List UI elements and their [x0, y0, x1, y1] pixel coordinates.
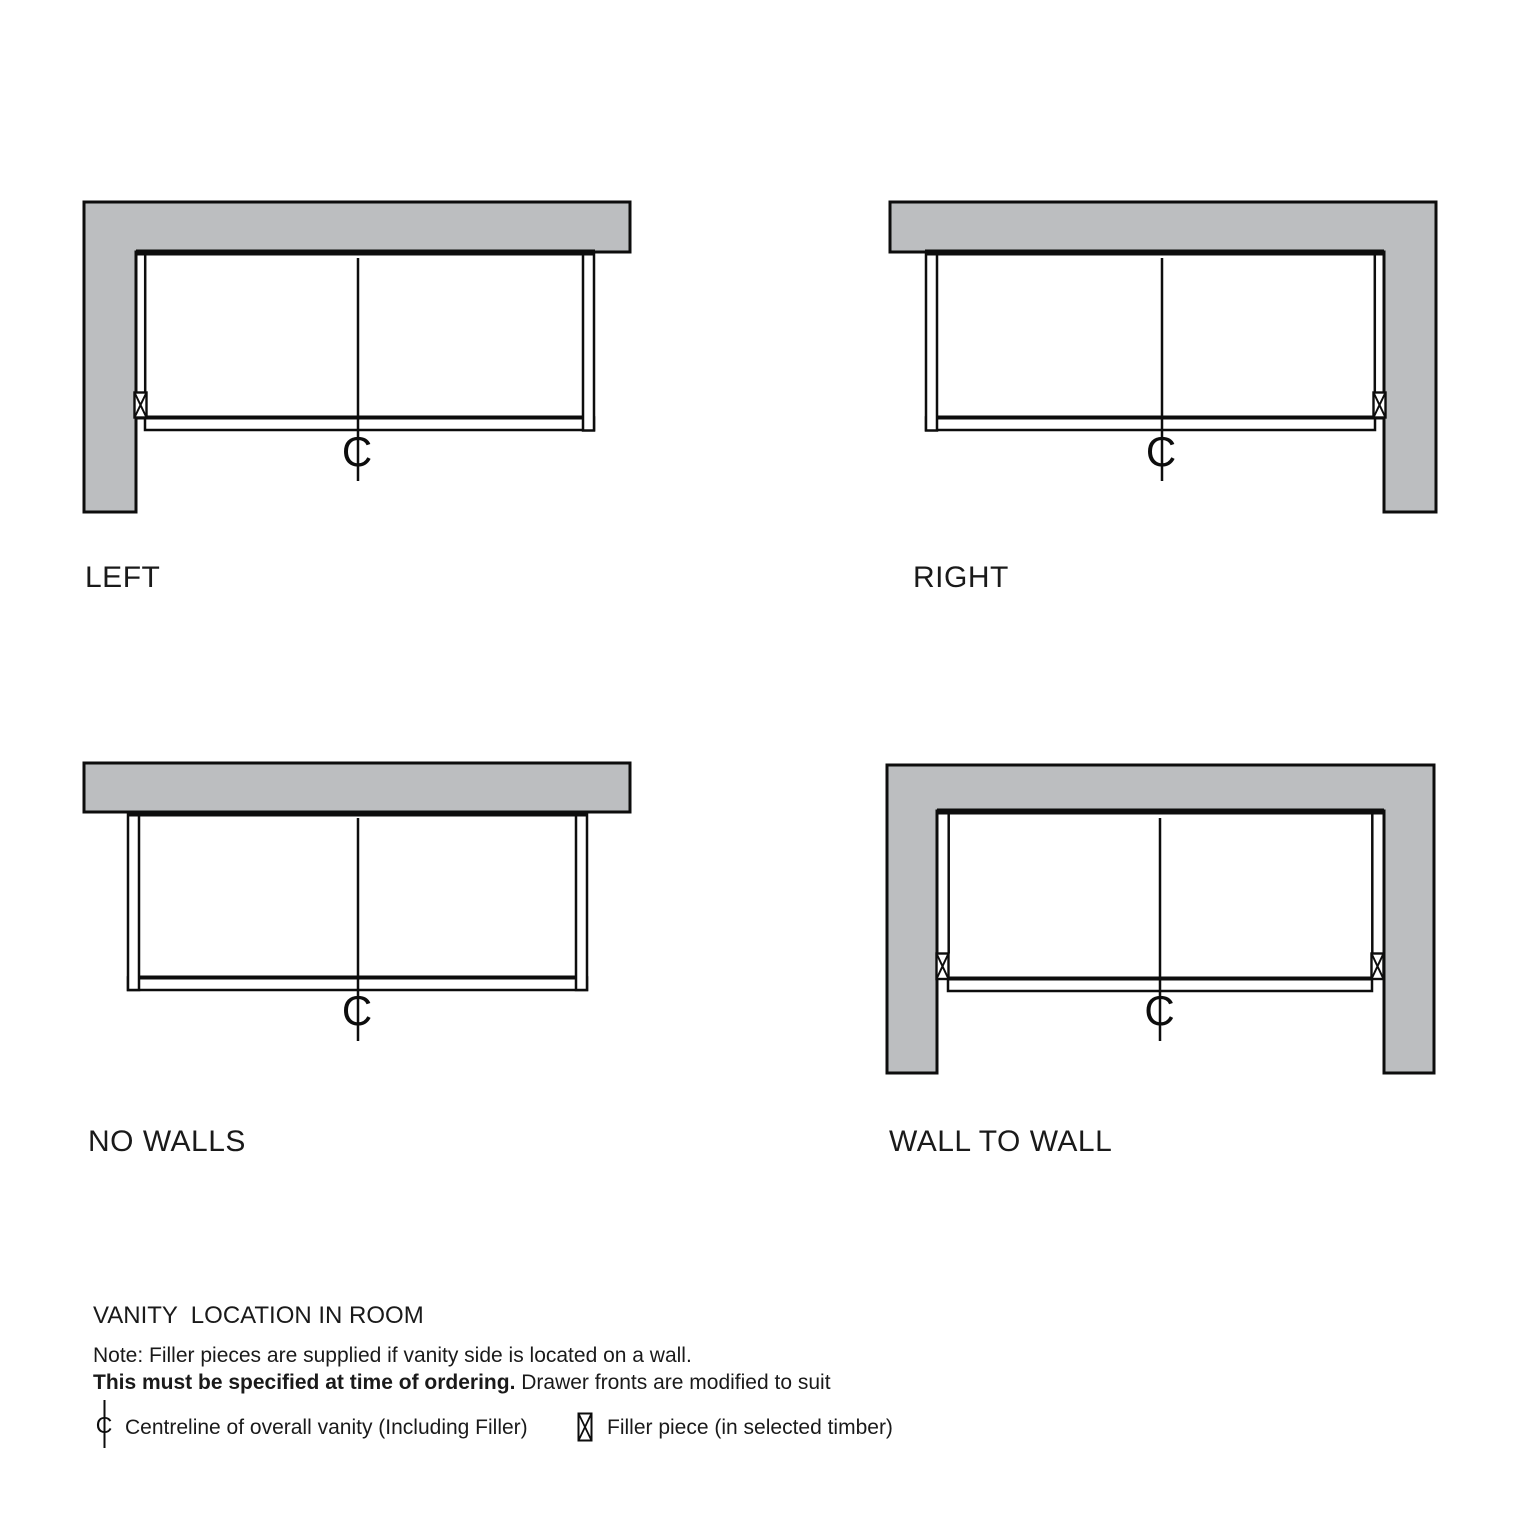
end-panel-right [576, 813, 587, 990]
filler-piece-icon [1374, 393, 1386, 418]
centerline-symbol: C [95, 1412, 113, 1438]
note-line-1: Note: Filler pieces are supplied if vanity side is located on a wall. [93, 1344, 692, 1367]
filler-piece-icon-right [1372, 954, 1384, 980]
vanity-back-line [925, 250, 1384, 256]
centerline-symbol: C [341, 428, 373, 475]
centerline-legend-icon [93, 1400, 115, 1448]
centerline-symbol: C [1145, 428, 1177, 475]
note-line-2-bold: This must be specified at time of ordering. [93, 1371, 516, 1394]
filler-legend-icon [577, 1412, 593, 1442]
end-panel-right [583, 253, 594, 431]
section-title: VANITY LOCATION IN ROOM [93, 1302, 424, 1329]
vanity-back-line [128, 811, 587, 817]
end-panel-left [128, 813, 139, 990]
label-wall-to-wall: WALL TO WALL [889, 1125, 1113, 1158]
label-right: RIGHT [913, 561, 1009, 594]
legend-filler-label: Filler piece (in selected timber) [607, 1416, 893, 1439]
vanity-back-line [937, 809, 1384, 815]
end-panel-left [926, 253, 937, 431]
vanity-front-line [136, 416, 583, 420]
diagram-no-walls [84, 763, 630, 1041]
diagram-left [84, 202, 630, 512]
centerline-symbol: C [1144, 987, 1175, 1034]
filler-piece-icon-left [937, 954, 949, 980]
wall-shape [84, 763, 630, 812]
centerline-symbol: C [341, 987, 373, 1034]
diagram-right [890, 202, 1436, 512]
note-line-2 [93, 1371, 831, 1395]
diagram-wall-to-wall [887, 765, 1434, 1073]
note-line-2-regular: Drawer fronts are modified to suit [515, 1371, 831, 1394]
vanity-back-line [136, 250, 595, 256]
vanity-front-line [937, 416, 1384, 420]
legend-centerline-label: Centreline of overall vanity (Including Filler) [125, 1416, 528, 1439]
label-no-walls: NO WALLS [88, 1125, 246, 1158]
filler-piece-icon [135, 393, 147, 418]
label-left: LEFT [85, 561, 161, 594]
